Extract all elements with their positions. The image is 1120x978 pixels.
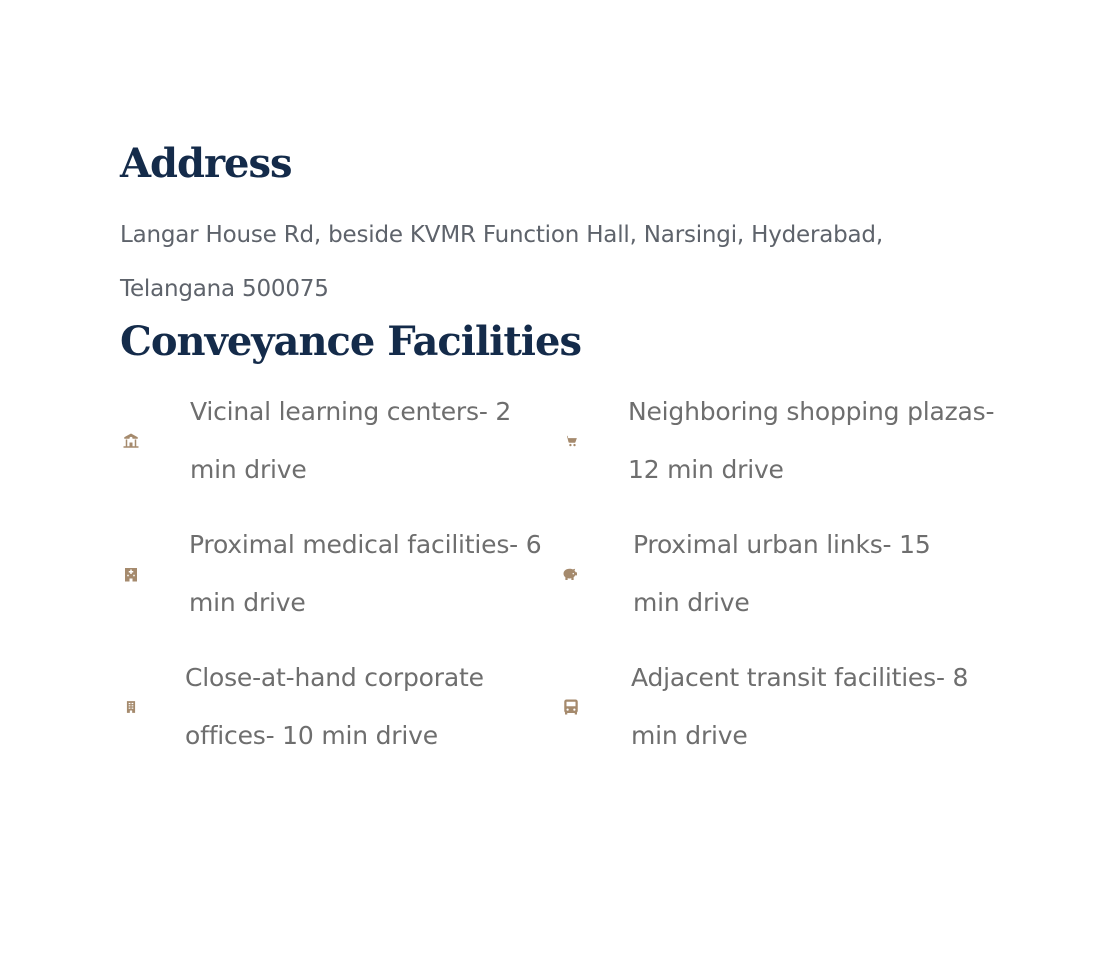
facilities-grid [120,397,1000,790]
facility-label: Close-at-hand corporate offices- 10 min drive [185,663,484,750]
location-section [120,138,1000,790]
facility-item-learning-centers [120,383,560,499]
address-text: Langar House Rd, beside KVMR Function Hall, Narsingi, Hyderabad, Telangana 500075 [120,222,883,302]
facility-item-transit-facilities [560,649,1001,765]
bus-icon [560,696,582,718]
facility-item-corporate-offices [120,649,555,765]
address-heading: Address [120,140,292,187]
office-building-icon [120,696,142,718]
facility-label: Neighboring shopping plazas- 12 min drive [628,397,995,484]
facility-item-shopping-plazas [560,383,998,499]
piggy-bank-icon [560,563,582,585]
school-icon [120,430,142,452]
facility-label: Vicinal learning centers- 2 min drive [190,397,512,484]
facility-item-urban-links [560,516,983,632]
shopping-cart-icon [560,430,582,452]
conveyance-heading: Conveyance Facilities [120,318,581,365]
facility-label: Proximal urban links- 15 min drive [633,530,931,617]
facility-label: Proximal medical facilities- 6 min drive [189,530,542,617]
hospital-icon [120,563,142,585]
facility-label: Adjacent transit facilities- 8 min drive [631,663,969,750]
facility-item-medical-facilities [120,516,549,632]
